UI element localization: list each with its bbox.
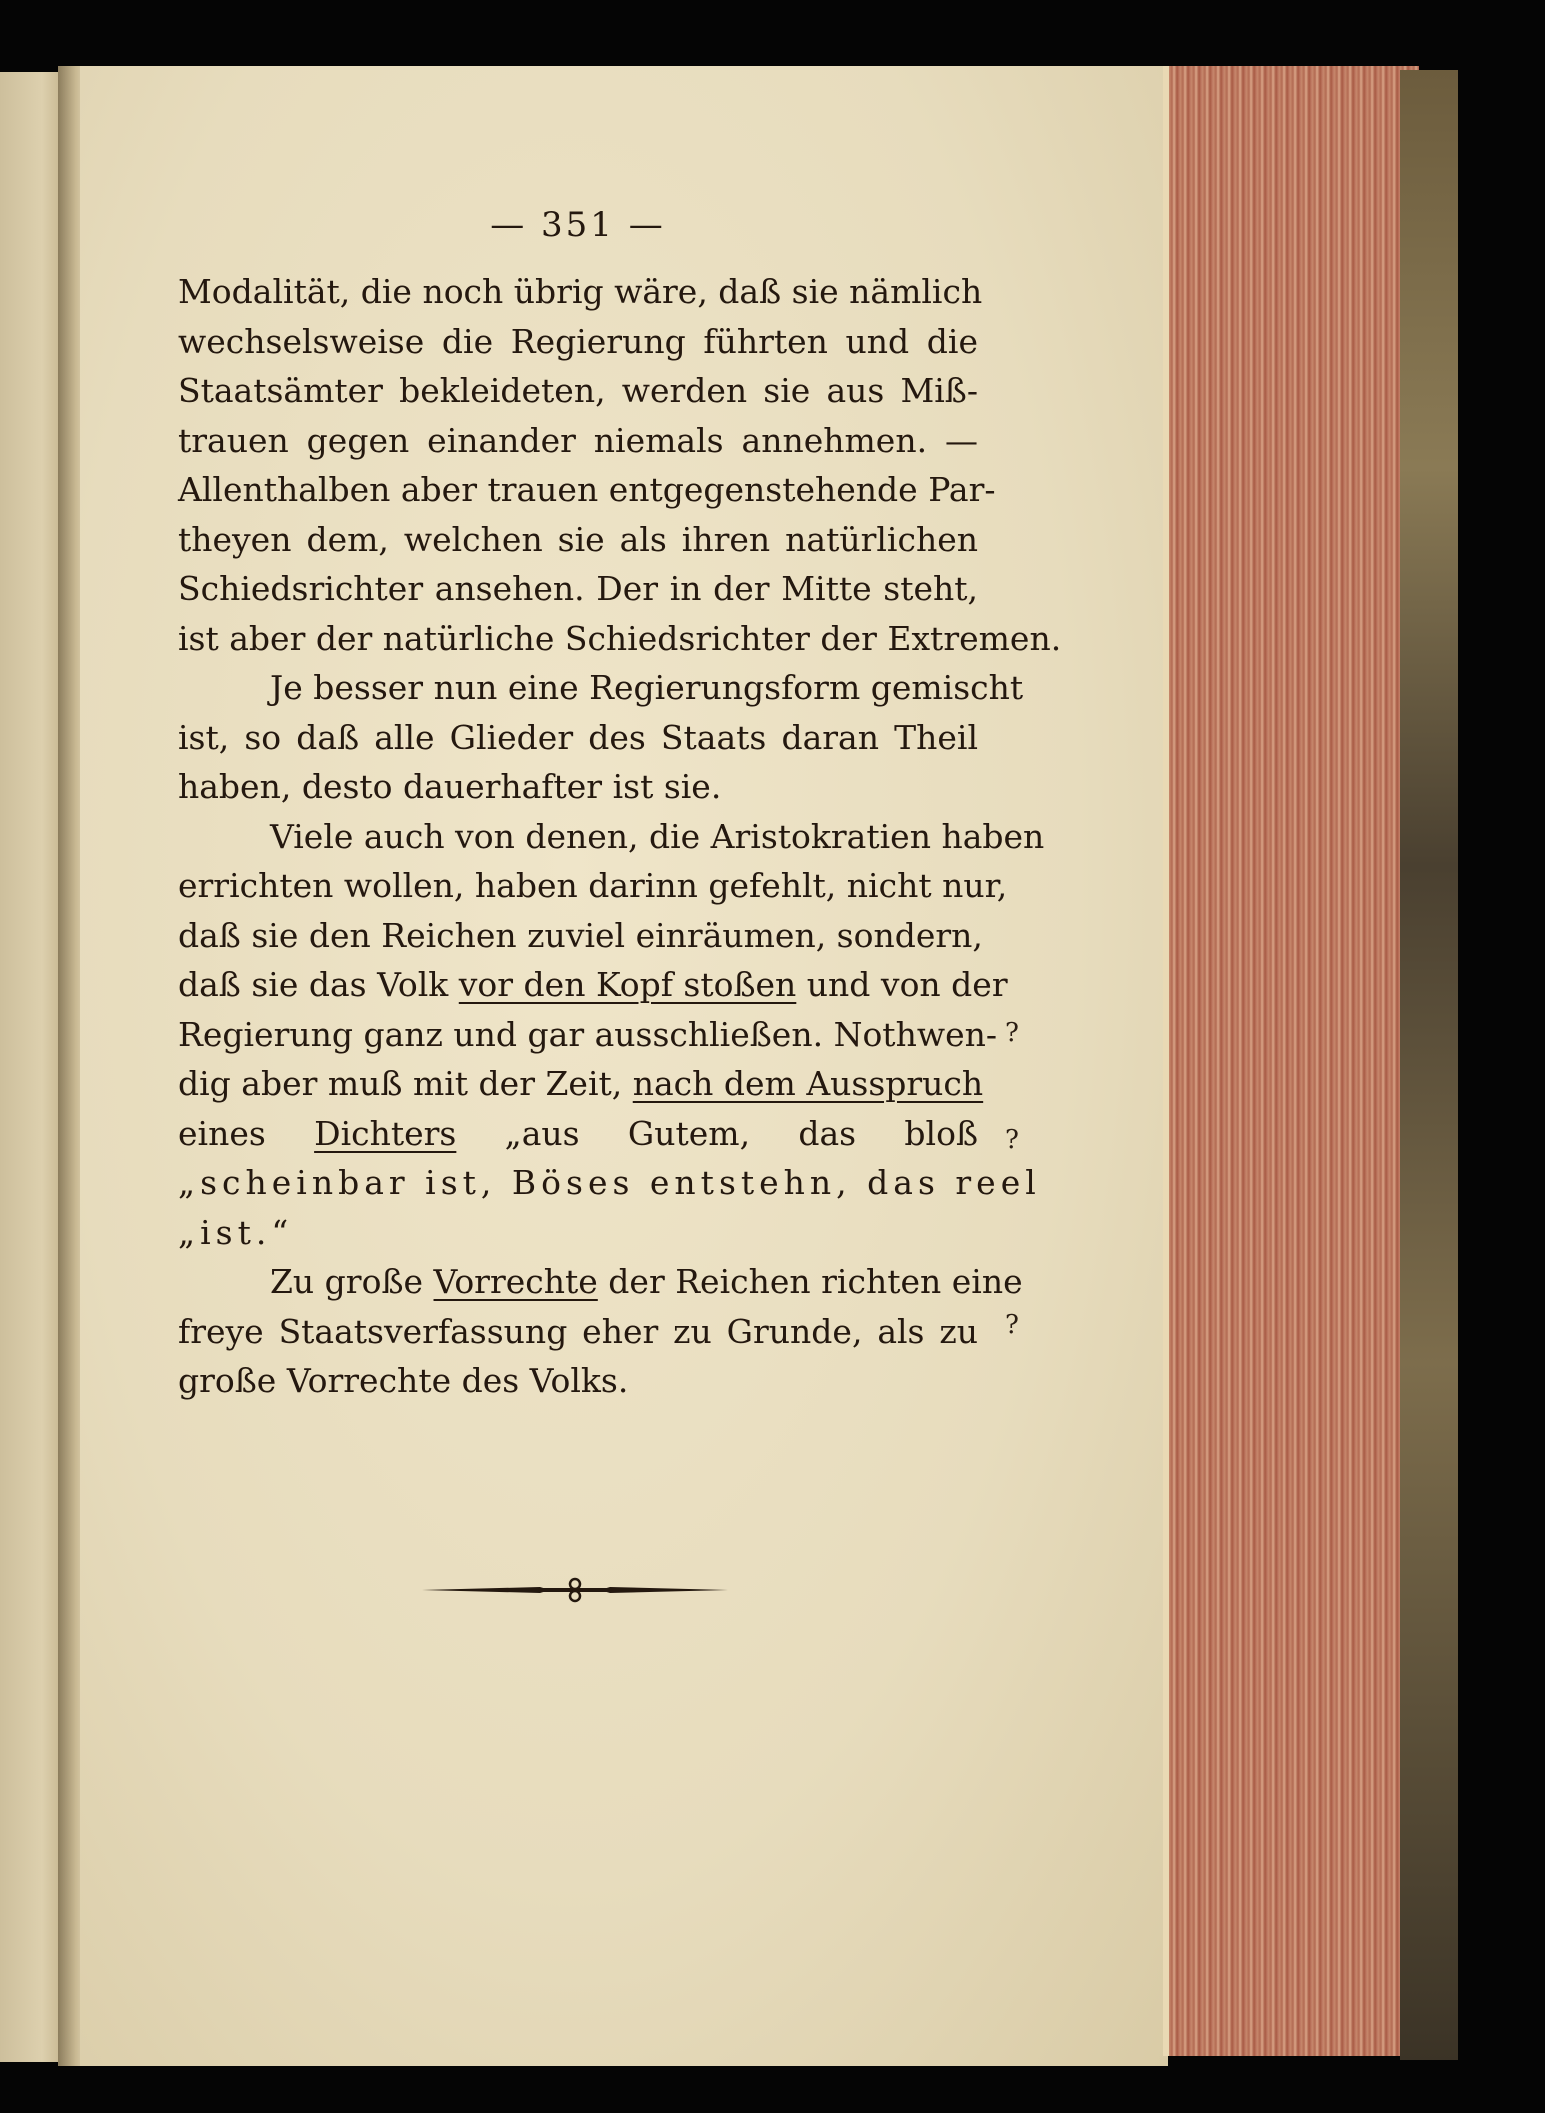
text-line: daß sie den Reichen zuviel einräumen, sondern, (178, 915, 983, 955)
text-line: ist aber der natürliche Schiedsrichter der Extremen. (178, 618, 1062, 658)
text-line: Staatsämter bekleideten, werden sie aus Miß- (178, 371, 978, 410)
text-line: ist, so daß alle Glieder des Staats daran Theil (178, 717, 978, 757)
underlined-phrase: Dichters (314, 1113, 457, 1153)
page-edges (1163, 66, 1419, 2056)
text-line: Allenthalben aber trauen entgegenstehende Par- (178, 470, 996, 509)
text-line (178, 1059, 984, 1109)
text-line: Regierung ganz und gar ausschließen. Nothwen- (178, 1014, 998, 1054)
text-run: der Reichen richten eine (597, 1262, 1023, 1301)
text-run: Zu große (270, 1262, 434, 1301)
text-line: freye Staatsverfassung eher zu Grunde, als zu (178, 1311, 978, 1351)
book-cover (1400, 70, 1458, 2060)
text-line (178, 960, 1008, 1010)
text-line (178, 1257, 1023, 1307)
text-line (178, 1109, 978, 1159)
ornament-divider (420, 1577, 730, 1603)
text-line: errichten wollen, haben darinn gefehlt, nicht nur, (178, 866, 1008, 905)
text-line: große Vorrechte des Volks. (178, 1361, 629, 1400)
margin-mark: ? (1005, 1125, 1019, 1155)
text-run: daß sie das Volk (178, 965, 459, 1004)
text-line: Modalität, die noch übrig wäre, daß sie nämlich (178, 272, 983, 311)
underlined-phrase: nach dem Ausspruch (632, 1064, 984, 1103)
page-number: — 351 — (490, 205, 666, 245)
text-line: Je besser nun eine Regierungsform gemischt (270, 668, 1024, 707)
text-run: dig aber muß mit der Zeit, (178, 1064, 633, 1103)
underlined-phrase: Vorrechte (433, 1262, 598, 1301)
text-run: „aus Gutem, das bloß (456, 1113, 979, 1153)
margin-mark: ? (1005, 1310, 1019, 1340)
page-text (178, 205, 1062, 1406)
text-line: Viele auch von denen, die Aristokratien haben (270, 816, 1045, 856)
text-line: Schiedsrichter ansehen. Der in der Mitte steht, (178, 569, 978, 608)
text-line: haben, desto dauerhafter ist sie. (178, 767, 722, 806)
margin-mark: ? (1005, 1018, 1019, 1048)
text-line: „ist.“ (178, 1212, 294, 1252)
text-line: trauen gegen einander niemals annehmen. — (178, 420, 978, 460)
text-line: „scheinbar ist, Böses entstehn, das reel (178, 1163, 1041, 1202)
text-line: wechselsweise die Regierung führten und die (178, 321, 978, 361)
text-run: und von der (796, 965, 1008, 1004)
underlined-phrase: vor den Kopf stoßen (458, 965, 797, 1004)
text-run: eines (178, 1113, 315, 1153)
text-line: theyen dem, welchen sie als ihren natürlichen (178, 519, 978, 559)
